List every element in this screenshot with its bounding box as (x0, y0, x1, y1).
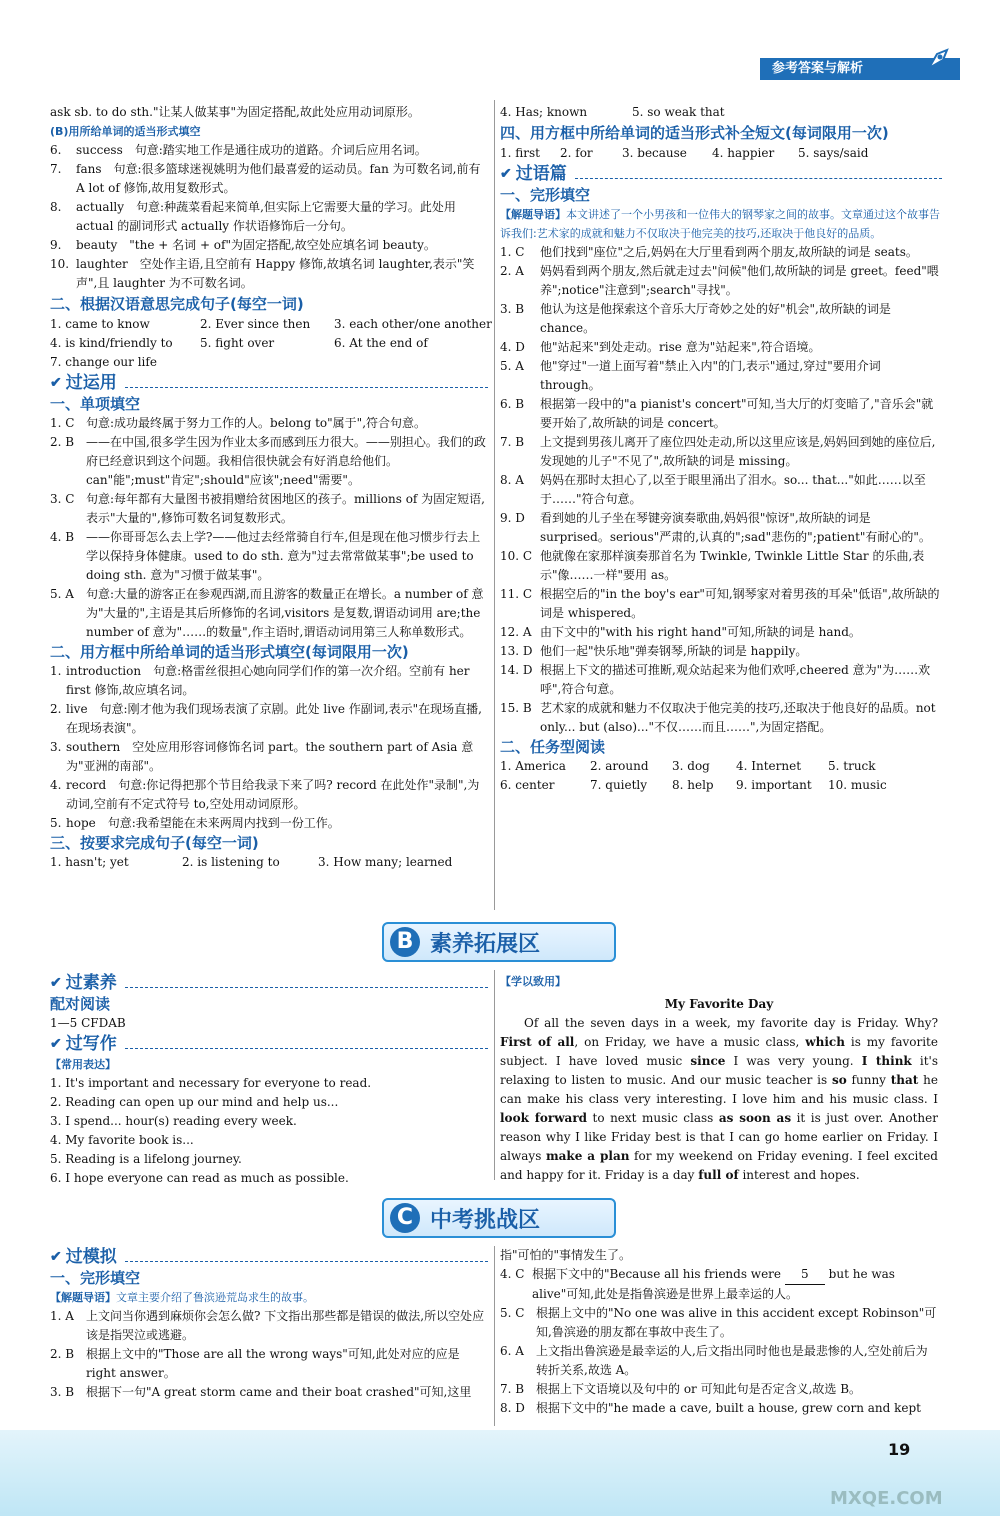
section-heading: 四、用方框中所给单词的适当形式补全短文(每词限用一次) (500, 124, 889, 142)
item-number: 2. A (500, 264, 524, 278)
item-number: 5. A (500, 359, 524, 373)
list-item (500, 433, 942, 471)
item-number: 15. B (500, 701, 532, 715)
item-text: laughter 空处作主语,且空前有 Happy 修饰,故填名词 laughter,表示"笑声",且 laughter 为不可数名词。 (76, 257, 475, 290)
guide-text (500, 205, 942, 243)
answer-cell: 8. help (672, 778, 714, 792)
c-left-column (50, 1246, 488, 1402)
list-item (500, 509, 942, 547)
essay-segment: look forward (500, 1111, 588, 1125)
list-item (500, 642, 942, 661)
subheading: (B)用所给单词的适当形式填空 (50, 125, 201, 138)
item-text: success 句意:踏实地工作是通往成功的道路。介词后应用名词。 (76, 143, 427, 157)
dashed-rule (575, 178, 942, 179)
item-number: 4. (50, 778, 62, 792)
b-right-column (500, 972, 938, 1185)
item-number: 12. A (500, 625, 532, 639)
item-text: 由下文中的"with his right hand"可知,所缺的词是 hand。 (540, 625, 861, 639)
item-number: 4. B (50, 530, 75, 544)
item-number: 10. (50, 257, 70, 271)
list-item (500, 1265, 938, 1304)
list-item (500, 1304, 938, 1342)
dashed-rule (125, 387, 488, 388)
answer-cell: 4. Internet (736, 759, 802, 773)
guide-body: 本文讲述了一个小男孩和一位伟大的钢琴家之间的故事。文章通过这个故事告诉我们:艺术家的成就和魅力不仅取决于他完美的技巧,还取决于他良好的品质。 (500, 208, 940, 240)
list-item (50, 776, 488, 814)
item-text: 句意:大量的游客正在参观西湖,而且游客的数量正在增长。a number of 意为"大量的",主语是其后所修饰的名词,visitors 是复数,谓语动词用 are;the number of 意为"……的数量",作主语时,谓语动词用第三人称单数形式。 (86, 587, 484, 639)
column-divider-c (494, 1246, 495, 1426)
item-number: 13. D (500, 644, 533, 658)
list-item (50, 662, 488, 700)
list-item (50, 738, 488, 776)
list-item (500, 471, 942, 509)
essay-segment: First of all (500, 1035, 575, 1049)
answer-cell: 3. each other/one another (334, 317, 492, 331)
dashed-rule (125, 1048, 488, 1049)
item-text: 根据上文中的"Those are all the wrong ways"可知,此处对应的应是 right answer。 (86, 1347, 460, 1380)
dashed-rule (125, 1261, 488, 1262)
essay-segment: it is just over. Another reason why I like Friday best is that I can go home earlier on Friday. I always (500, 1111, 938, 1163)
answer-cell: 6. At the end of (334, 336, 428, 350)
subheading: 【常用表达】 (50, 1058, 116, 1071)
list-item (500, 661, 942, 699)
item-number: 1. C (500, 245, 525, 259)
item-text: 他们找到"座位"之后,妈妈在大厅里看到两个朋友,故所缺的词是 seats。 (540, 245, 918, 259)
answer-cell: 4. Has; known (500, 105, 588, 119)
item-number: 9. (50, 238, 62, 252)
item-text-part: 根据下文中的"Because all his friends were (532, 1267, 782, 1281)
item-number: 4. C (500, 1267, 525, 1281)
item-text: ——你哥哥怎么去上学?——他过去经常骑自行车,但是现在他习惯步行去上学以保持身体健康。used to do sth. 意为"过去常常做某事";be used to doing sth. 意为"习惯于做某事"。 (86, 530, 481, 582)
item-number: 4. D (500, 340, 525, 354)
list-item (50, 1345, 488, 1383)
item-number: 5. A (50, 587, 74, 601)
item-number: 1. C (50, 416, 75, 430)
item-text: actually 句意:种蔬菜看起来简单,但实际上它需要大量的学习。此处用 actual 的副词形式 actually 作状语修饰后一分句。 (76, 200, 456, 233)
list-item (500, 547, 942, 585)
answer-cell: 10. music (828, 778, 887, 792)
item-text: 句意:每年都有大量图书被捐赠给贫困地区的孩子。millions of 为固定短语,表示"大量的",修饰可数名词复数形式。 (86, 492, 485, 525)
essay-body (500, 1014, 938, 1185)
item-text: 他就像在家那样演奏那首名为 Twinkle, Twinkle Little Star 的乐曲,表示"像……一样"要用 as。 (540, 549, 925, 582)
essay-segment: funny (846, 1073, 891, 1087)
essay-segment: so (831, 1073, 847, 1087)
guide-body: 文章主要介绍了鲁滨逊荒岛求生的故事。 (116, 1291, 314, 1304)
expression-item: 6. I hope everyone can read as much as possible. (50, 1171, 349, 1185)
section-guomoni (50, 1248, 488, 1267)
guide-text (50, 1288, 488, 1307)
check-icon: ✔ (50, 1249, 62, 1265)
answer-cell: 2. Ever since then (200, 317, 311, 331)
check-icon: ✔ (50, 975, 62, 991)
essay-segment: it's relaxing to listen to music. And our music teacher is (500, 1054, 939, 1087)
text-line: 指"可怕的"事情发生了。 (500, 1248, 632, 1262)
answer-cell: 1. America (500, 759, 566, 773)
item-number: 8. A (500, 473, 524, 487)
section-title: 过运用 (65, 373, 117, 393)
list-item (50, 198, 488, 236)
answer-cell: 3. because (622, 146, 687, 160)
item-text: 句意:成功最终属于努力工作的人。belong to"属于",符合句意。 (86, 416, 427, 430)
list-item (500, 243, 942, 262)
item-number: 14. D (500, 663, 533, 677)
list-item (500, 1380, 938, 1399)
list-item (50, 141, 488, 160)
list-item (50, 490, 488, 528)
item-text: 他"站起来"到处走动。rise 意为"站起来",符合语境。 (540, 340, 821, 354)
item-number: 2. (50, 702, 62, 716)
answer-row (50, 334, 488, 353)
item-number: 3. B (50, 1385, 75, 1399)
answer-cell: 6. center (500, 778, 555, 792)
answer-row (50, 353, 488, 372)
item-number: 3. C (50, 492, 75, 506)
list-item (50, 585, 488, 642)
item-text: fans 句意:很多篮球迷视姚明为他们最喜爱的运动员。fan 为可数名词,前有 A lot of 修饰,故用复数形式。 (76, 162, 481, 195)
answer-cell: 3. How many; learned (318, 855, 453, 869)
essay-segment: as soon as (718, 1111, 792, 1125)
item-text: hope 句意:我希望能在未来两周内找到一份工作。 (66, 816, 340, 830)
check-icon: ✔ (500, 166, 512, 182)
answer-cell: 4. is kind/friendly to (50, 336, 173, 350)
guide-tag: 【解题导语】 (50, 1291, 116, 1304)
section-title: 过写作 (65, 1034, 117, 1054)
list-item (500, 1342, 938, 1380)
item-number: 7. (50, 162, 62, 176)
essay-segment: , on Friday, we have a music class, (574, 1035, 806, 1049)
item-number: 7. B (500, 435, 525, 449)
section-title: 过语篇 (515, 164, 567, 184)
watermark: MXQE.COM (830, 1488, 943, 1509)
item-text: live 句意:刚才他为我们现场表演了京剧。此处 live 作副词,表示"在现场直播,在现场表演"。 (66, 702, 482, 735)
list-item (50, 1307, 488, 1345)
list-item (500, 623, 942, 642)
list-item (500, 262, 942, 300)
page-number: 19 (888, 1440, 911, 1459)
item-number: 3. (50, 740, 62, 754)
section-heading: 配对阅读 (50, 995, 111, 1013)
zone-c-title: 中考挑战区 (430, 1207, 541, 1233)
answer-cell: 2. for (560, 146, 593, 160)
zone-c-badge: C (390, 1203, 420, 1233)
section-title: 过模拟 (65, 1247, 117, 1267)
answer-cell: 7. change our life (50, 355, 157, 369)
list-item (500, 699, 942, 737)
item-text: 根据上文中的"No one was alive in this accident except Robinson"可知,鲁滨逊的朋友都在事故中丧生了。 (536, 1306, 937, 1339)
list-item (50, 255, 488, 293)
item-text: 根据下文中的"he made a cave, built a house, grew corn and kept (536, 1401, 921, 1415)
item-text: 他认为这是他探索这个音乐大厅奇妙之处的好"机会",故所缺的词是 chance。 (540, 302, 891, 335)
c-right-column (500, 1246, 938, 1418)
essay-title: My Favorite Day (664, 997, 774, 1011)
subheading: 【学以致用】 (500, 975, 566, 988)
essay-segment: I think (861, 1054, 912, 1068)
list-item (50, 433, 488, 490)
section-heading: 三、按要求完成句子(每空一词) (50, 834, 259, 852)
essay-segment: since (690, 1054, 726, 1068)
answer-cell: 5. says/said (798, 146, 869, 160)
expression-item: 1. It's important and necessary for everyone to read. (50, 1076, 372, 1090)
section-heading: 二、用方框中所给单词的适当形式填空(每词限用一次) (50, 643, 409, 661)
expression-item: 3. I spend... hour(s) reading every week. (50, 1114, 297, 1128)
item-number: 5. (50, 816, 62, 830)
expression-item: 5. Reading is a lifelong journey. (50, 1152, 242, 1166)
item-number: 9. D (500, 511, 525, 525)
text-line: ask sb. to do sth."让某人做某事"为固定搭配,故此处应用动词原形。 (50, 105, 420, 119)
expression-item: 2. Reading can open up our mind and help us... (50, 1095, 339, 1109)
essay-segment: is my favorite subject. I have loved music (500, 1035, 938, 1068)
section-guoyupian (500, 165, 942, 184)
section-heading: 一、完形填空 (500, 186, 591, 204)
answer-cell: 5. fight over (200, 336, 275, 350)
rocket-icon (915, 48, 951, 82)
essay-segment: that (890, 1073, 919, 1087)
list-item (500, 300, 942, 338)
item-text: introduction 句意:格雷丝很担心她向同学们作的第一次介绍。空前有 her first 修饰,故应填名词。 (66, 664, 470, 697)
section-heading: 二、根据汉语意思完成句子(每空一词) (50, 295, 304, 313)
list-item (500, 357, 942, 395)
essay-segment: I was very young. (725, 1054, 862, 1068)
guide-tag: 【解题导语】 (500, 208, 566, 221)
item-text: record 句意:你记得把那个节目给我录下来了吗? record 在此处作"录制",为动词,空前有不定式符号 to,空处用动词原形。 (66, 778, 480, 811)
answer-cell: 1. hasn't; yet (50, 855, 129, 869)
item-number: 1. (50, 664, 62, 678)
item-text: 妈妈看到两个朋友,然后就走过去"问候"他们,故所缺的词是 greet。feed"喂养";notice"注意到";search"寻找"。 (540, 264, 939, 297)
answer-row (500, 144, 942, 163)
list-item (50, 528, 488, 585)
essay-segment: to next music class (587, 1111, 719, 1125)
answer-cell: 5. so weak that (632, 105, 725, 119)
answer-cell: 1. first (500, 146, 540, 160)
item-text: 艺术家的成就和魅力不仅取决于他完美的技巧,还取决于他良好的品质。not only... but (also)..."不仅……而且……",为固定搭配。 (540, 701, 936, 734)
item-number: 1. A (50, 1309, 74, 1323)
answer-row (50, 853, 488, 872)
section-guoyunyong (50, 374, 488, 393)
item-number: 5. C (500, 1306, 525, 1320)
check-icon: ✔ (50, 1036, 62, 1052)
essay-segment: for my weekend on Friday evening. I feel excited and happy for it. Friday is a day (500, 1149, 938, 1182)
list-item (50, 814, 488, 833)
list-item (500, 338, 942, 357)
section-title: 过素养 (65, 973, 117, 993)
right-column-top (500, 103, 942, 795)
essay-segment: interest and hopes. (738, 1168, 860, 1182)
list-item (500, 585, 942, 623)
item-text: 他们一起"快乐地"弹奏钢琴,所缺的词是 happily。 (540, 644, 808, 658)
zone-b-title: 素养拓展区 (430, 931, 541, 957)
list-item (50, 700, 488, 738)
item-text: 上文问当你遇到麻烦你会怎么做? 下文指出那些都是错误的做法,所以空处应该是指哭泣或逃避。 (86, 1309, 485, 1342)
item-number: 11. C (500, 587, 533, 601)
item-text: 根据空后的"in the boy's ear"可知,钢琴家对着男孩的耳朵"低语",故所缺的词是 whispered。 (540, 587, 940, 620)
list-item (50, 236, 488, 255)
item-text: 妈妈在那时太担心了,以至于眼里涌出了泪水。so... that..."如此……以至于……"符合句意。 (540, 473, 926, 506)
item-text: 根据下一句"A great storm came and their boat crashed"可知,这里 (86, 1385, 472, 1399)
answer-row (500, 776, 942, 795)
zone-b-banner (382, 922, 616, 962)
item-number: 10. C (500, 549, 533, 563)
item-text: 他"穿过"一道上面写着"禁止入内"的门,表示"通过,穿过"要用介词 through。 (540, 359, 881, 392)
zone-c-banner (382, 1198, 616, 1238)
answer-cell: 5. truck (828, 759, 876, 773)
answer-cell: 3. dog (672, 759, 710, 773)
answer-row (500, 103, 942, 122)
item-number: 3. B (500, 302, 525, 316)
item-text (532, 1265, 938, 1304)
list-item (50, 1383, 488, 1402)
check-icon: ✔ (50, 375, 62, 391)
item-number: 2. B (50, 435, 75, 449)
item-text: beauty "the + 名词 + of"为固定搭配,故空处应填名词 beauty。 (76, 238, 436, 252)
answer-row (500, 757, 942, 776)
section-guoxiezuo (50, 1035, 488, 1054)
answer-cell: 4. happier (712, 146, 775, 160)
answer-cell: 7. quietly (590, 778, 648, 792)
essay-segment: he can make his class very interesting. I love him and his music class. I (500, 1073, 938, 1106)
essay-segment: Of all the seven days in a week, my favorite day is Friday. Why? (524, 1016, 938, 1030)
item-text-part: but he was alive"可知,此处是指鲁滨逊是世界上最幸运的人。 (532, 1267, 895, 1301)
item-text: 看到她的儿子坐在琴键旁演奏歌曲,妈妈很"惊讶",故所缺的词是 surprised。serious"严肃的,认真的";sad"悲伤的";patient"有耐心的"。 (540, 511, 931, 544)
item-text: 上文提到男孩儿离开了座位四处走动,所以这里应该是,妈妈回到她的座位后,发现她的儿子"不见了",故所缺的词是 missing。 (540, 435, 936, 468)
b-left-column (50, 972, 488, 1188)
item-text: 根据第一段中的"a pianist's concert"可知,当大厅的灯变暗了,"音乐会"就要开始了,故所缺的词是 concert。 (540, 397, 934, 430)
zone-b-badge: B (390, 927, 420, 957)
list-item (500, 395, 942, 433)
item-number: 2. B (50, 1347, 75, 1361)
column-divider-b (494, 970, 495, 1180)
list-item (500, 1399, 938, 1418)
item-text: 上文指出鲁滨逊是最幸运的人,后文指出同时他也是最悲惨的人,空处前后为转折关系,故选 A。 (536, 1344, 928, 1377)
item-text: 根据上下文语境以及句中的 or 可知此句是否定含义,故选 B。 (536, 1382, 862, 1396)
column-divider-top (494, 100, 495, 910)
item-number: 8. D (500, 1401, 525, 1415)
item-number: 8. (50, 200, 62, 214)
section-heading: 二、任务型阅读 (500, 738, 606, 756)
section-heading: 一、完形填空 (50, 1269, 141, 1287)
blank-number: 5 (785, 1265, 825, 1285)
answer-row (50, 315, 492, 334)
answer-cell: 2. around (590, 759, 649, 773)
item-text: ——在中国,很多学生因为作业太多而感到压力很大。——别担心。我们的政府已经意识到这个问题。我相信很快就会有好消息给他们。can"能";must"肯定";should"应该";need"需要"。 (86, 435, 486, 487)
answer-line: 1—5 CFDAB (50, 1016, 126, 1030)
header-label: 参考答案与解析 (772, 61, 864, 76)
item-number: 6. B (500, 397, 525, 411)
item-number: 6. (50, 143, 62, 157)
list-item (50, 414, 488, 433)
section-guosuyang (50, 974, 488, 993)
section-heading: 一、单项填空 (50, 395, 141, 413)
item-text: 根据上下文的描述可推断,观众站起来为他们欢呼,cheered 意为"为……欢呼",符合句意。 (540, 663, 931, 696)
answer-cell: 2. is listening to (182, 855, 280, 869)
list-item (50, 160, 488, 198)
essay-segment: make a plan (545, 1149, 630, 1163)
item-text: southern 空处应用形容词修饰名词 part。the southern part of Asia 意为"亚洲的南部"。 (66, 740, 474, 773)
item-number: 7. B (500, 1382, 525, 1396)
dashed-rule (125, 987, 488, 988)
answer-cell: 9. important (736, 778, 812, 792)
essay-segment: which (805, 1035, 845, 1049)
item-number: 6. A (500, 1344, 524, 1358)
essay-segment: full of (698, 1168, 739, 1182)
answer-cell: 1. came to know (50, 317, 150, 331)
left-column-top (50, 103, 492, 872)
expression-item: 4. My favorite book is... (50, 1133, 194, 1147)
